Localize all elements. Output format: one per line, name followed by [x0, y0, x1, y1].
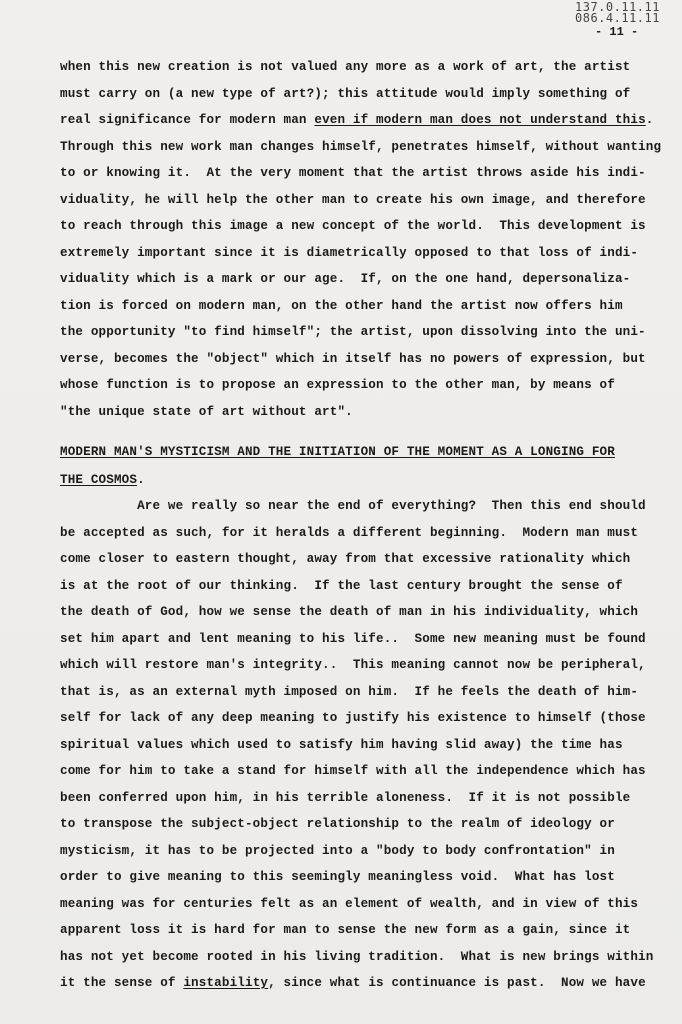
- text-segment: , since what is continuance is past. Now we have: [268, 976, 646, 990]
- text-segment: been conferred upon him, in his terrible aloneness. If it is not possible: [60, 790, 631, 805]
- text-segment: the death of God, how we sense the death of man in his individuality, which: [60, 605, 639, 619]
- text-segment: Through this new work man changes himself, penetrates himself, without wanting: [60, 139, 662, 154]
- text-line: [60, 791, 630, 805]
- page-number: - 11 -: [595, 25, 639, 39]
- text-segment: set him apart and lent meaning to his life.. Some new meaning must be found: [60, 631, 646, 646]
- text-segment: to reach through this image a new concept of the world. This development is: [60, 219, 646, 233]
- text-segment: mysticism, it has to be projected into a "body to body confrontation" in: [60, 843, 615, 858]
- text-line: [60, 950, 653, 964]
- text-line: [60, 870, 615, 884]
- text-line: [60, 352, 646, 366]
- text-line: [60, 325, 646, 339]
- text-line: [60, 272, 630, 286]
- text-line: [60, 140, 661, 154]
- text-segment: viduality which is a mark or our age. If, on the one hand, depersonaliza-: [60, 272, 631, 286]
- text-line: [60, 113, 654, 127]
- text-line: [60, 193, 646, 207]
- text-segment: verse, becomes the "object" which in itself has no powers of expression, but: [60, 351, 646, 366]
- section-heading-line: [60, 473, 145, 487]
- text-line: [60, 685, 638, 699]
- text-line: [60, 246, 638, 260]
- text-line: [60, 738, 623, 752]
- archive-annotation: [575, 2, 660, 24]
- text-line: [60, 166, 646, 180]
- text-line: [60, 764, 646, 778]
- text-segment: whose function is to propose an expression to the other man, by means of: [60, 378, 615, 392]
- text-segment: self for lack of any deep meaning to justify his existence to himself (those: [60, 711, 646, 725]
- text-segment: which will restore man's integrity.. This meaning cannot now be peripheral,: [60, 658, 646, 672]
- text-segment: "the unique state of art without art".: [60, 404, 353, 419]
- text-segment: viduality, he will help the other man to create his own image, and therefore: [60, 192, 646, 207]
- text-line: [60, 405, 353, 419]
- text-segment: has not yet become rooted in his living tradition. What is new brings within: [60, 949, 654, 964]
- text-line: [60, 499, 646, 513]
- section-heading-line: [60, 445, 615, 459]
- text-line: [60, 526, 638, 540]
- text-segment: .: [137, 473, 145, 487]
- text-segment: come closer to eastern thought, away from that excessive rationality which: [60, 552, 631, 566]
- text-line: [60, 219, 646, 233]
- annotation-line-1: 137.0.11.11: [575, 0, 660, 14]
- text-segment: order to give meaning to this seemingly meaningless void. What has lost: [60, 870, 615, 884]
- text-line: [60, 844, 615, 858]
- text-segment: tion is forced on modern man, on the other hand the artist now offers him: [60, 298, 623, 313]
- text-segment: come for him to take a stand for himself with all the independence which has: [60, 764, 646, 778]
- text-line: [60, 976, 646, 990]
- text-line: [60, 605, 638, 619]
- text-line: [60, 60, 630, 74]
- text-segment: when this new creation is not valued any more as a work of art, the artist: [60, 60, 631, 74]
- text-segment: real significance for modern man: [60, 113, 315, 127]
- text-line: [60, 378, 615, 392]
- text-line: [60, 817, 615, 831]
- text-line: [60, 923, 630, 937]
- text-line: [60, 897, 638, 911]
- underlined-text: MODERN MAN'S MYSTICISM AND THE INITIATION OF THE MOMENT AS A LONGING FOR: [60, 445, 615, 459]
- text-segment: it the sense of: [60, 976, 184, 990]
- text-line: [60, 87, 630, 101]
- text-line: [60, 299, 623, 313]
- text-segment: meaning was for centuries felt as an element of wealth, and in view of this: [60, 896, 639, 911]
- underlined-text: instability: [183, 976, 269, 990]
- text-segment: to transpose the subject-object relationship to the realm of ideology or: [60, 817, 615, 831]
- text-segment: that is, as an external myth imposed on him. If he feels the death of him-: [60, 684, 639, 699]
- text-segment: .: [645, 113, 654, 127]
- underlined-text: even if modern man does not understand this: [314, 113, 646, 127]
- text-segment: be accepted as such, for it heralds a different beginning. Modern man must: [60, 525, 639, 540]
- text-segment: extremely important since it is diametrically opposed to that loss of indi-: [60, 245, 639, 260]
- text-segment: the opportunity "to find himself"; the artist, upon dissolving into the uni-: [60, 325, 646, 339]
- text-segment: Are we really so near the end of everything? Then this end should: [60, 499, 646, 513]
- text-line: [60, 658, 646, 672]
- annotation-line-2: 086.4.11.11: [575, 11, 660, 25]
- text-segment: to or knowing it. At the very moment that the artist throws aside his indi-: [60, 166, 646, 180]
- underlined-text: THE COSMOS: [60, 473, 138, 487]
- text-line: [60, 632, 646, 646]
- text-segment: must carry on (a new type of art?); this attitude would imply something of: [60, 86, 631, 101]
- text-line: [60, 552, 630, 566]
- text-line: [60, 579, 623, 593]
- text-segment: spiritual values which used to satisfy him having slid away) the time has: [60, 737, 623, 752]
- text-segment: is at the root of our thinking. If the last century brought the sense of: [60, 578, 623, 593]
- text-segment: apparent loss it is hard for man to sense the new form as a gain, since it: [60, 923, 631, 937]
- text-line: [60, 711, 646, 725]
